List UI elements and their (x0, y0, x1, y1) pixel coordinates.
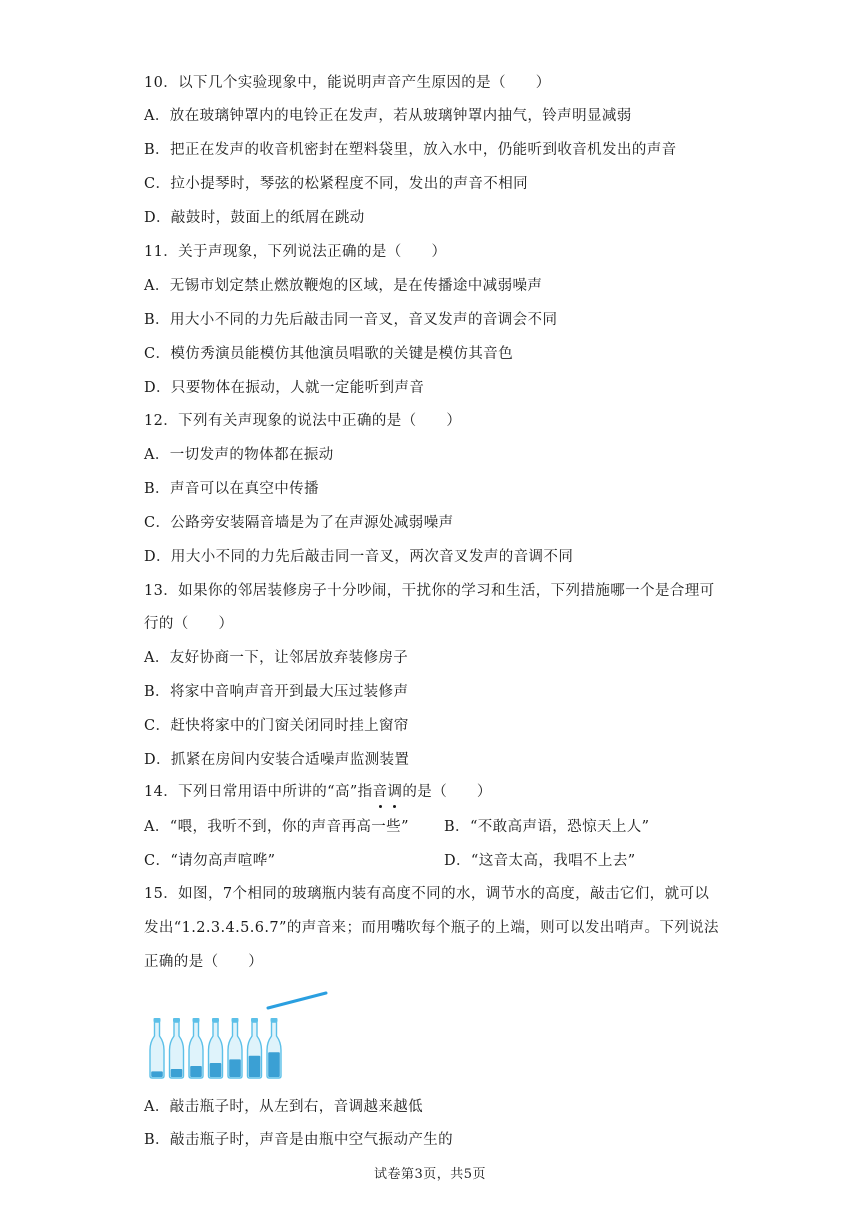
q10-option-a: A．放在玻璃钟罩内的电铃正在发声，若从玻璃钟罩内抽气，铃声明显减弱 (144, 108, 632, 124)
q10-option-b: B．把正在发声的收音机密封在塑料袋里，放入水中，仍能听到收音机发出的声音 (144, 142, 677, 158)
q12-option-d: D．用大小不同的力先后敲击同一音叉，两次音叉发声的音调不同 (144, 549, 574, 565)
q15-stem-line3: 正确的是（ ） (144, 954, 264, 970)
q11-option-c: C．模仿秀演员能模仿其他演员唱歌的关键是模仿其音色 (144, 346, 514, 362)
q10-option-c: C．拉小提琴时，琴弦的松紧程度不同，发出的声音不相同 (144, 176, 528, 192)
water-7 (268, 1052, 280, 1077)
bottle-1 (150, 1022, 164, 1078)
q10-option-d: D．敲鼓时，鼓面上的纸屑在跳动 (144, 210, 365, 226)
bottle-cap-6 (251, 1018, 258, 1022)
q12-option-c: C．公路旁安装隔音墙是为了在声源处减弱噪声 (144, 515, 454, 531)
water-1 (151, 1071, 163, 1077)
water-4 (210, 1063, 222, 1077)
bottle-cap-5 (232, 1018, 239, 1022)
q11-option-d: D．只要物体在振动，人就一定能听到声音 (144, 380, 425, 396)
q14-option-d: D．“这音太高，我唱不上去” (444, 853, 636, 869)
striking-stick (268, 993, 326, 1008)
q14-emphasis-char-2: 调 (387, 784, 403, 800)
q14-option-a: A．“喂，我听不到，你的声音再高一些” (144, 819, 409, 835)
q12-stem: 12．下列有关声现象的说法中正确的是（ ） (144, 413, 462, 429)
q13-stem-line1: 13．如果你的邻居装修房子十分吵闹，干扰你的学习和生活，下列措施哪一个是合理可 (144, 583, 715, 599)
q12-option-b: B．声音可以在真空中传播 (144, 481, 319, 497)
q14-option-c: C．“请勿高声喧哗” (144, 853, 276, 869)
bottle-cap-3 (193, 1018, 200, 1022)
q14-stem-after: 的是（ ） (402, 784, 492, 800)
q14-option-b: B．“不敢高声语，恐惊天上人” (444, 819, 650, 835)
bottle-cap-1 (154, 1018, 161, 1022)
q15-option-a: A．敲击瓶子时，从左到右，音调越来越低 (144, 1099, 424, 1115)
water-5 (229, 1059, 241, 1077)
page-footer: 试卷第3页，共5页 (373, 1167, 487, 1182)
q13-option-d: D．抓紧在房间内安装合适噪声监测装置 (144, 752, 410, 768)
bottle-cap-4 (212, 1018, 219, 1022)
q14-stem-before: 14．下列日常用语中所讲的“高”指 (144, 784, 373, 800)
q13-option-c: C．赶快将家中的门窗关闭同时挂上窗帘 (144, 718, 409, 734)
water-6 (249, 1056, 261, 1077)
q14-stem (144, 782, 492, 802)
bottles-figure (146, 988, 336, 1088)
q15-stem-line1: 15．如图，7个相同的玻璃瓶内装有高度不同的水，调节水的高度，敲击它们，就可以 (144, 886, 710, 902)
q15-option-b: B．敲击瓶子时，声音是由瓶中空气振动产生的 (144, 1132, 454, 1148)
water-3 (190, 1066, 202, 1077)
q15-stem-line2: 发出“1.2.3.4.5.6.7”的声音来；而用嘴吹每个瓶子的上端，则可以发出哨声。下列说法 (144, 920, 719, 936)
q10-stem: 10．以下几个实验现象中，能说明声音产生原因的是（ ） (144, 75, 551, 91)
q11-option-a: A．无锡市划定禁止燃放鞭炮的区域，是在传播途中减弱噪声 (144, 278, 543, 294)
q11-option-b: B．用大小不同的力先后敲击同一音叉，音叉发声的音调会不同 (144, 312, 558, 328)
q13-stem-line2: 行的（ ） (144, 616, 234, 632)
bottle-cap-2 (173, 1018, 180, 1022)
q11-stem: 11．关于声现象，下列说法正确的是（ ） (144, 244, 447, 260)
water-2 (171, 1069, 183, 1077)
q13-option-b: B．将家中音响声音开到最大压过装修声 (144, 684, 409, 700)
bottle-cap-7 (271, 1018, 278, 1022)
q13-option-a: A．友好协商一下，让邻居放弃装修房子 (144, 650, 409, 666)
q12-option-a: A．一切发声的物体都在振动 (144, 447, 334, 463)
q14-emphasis-char-1: 音 (372, 784, 388, 800)
